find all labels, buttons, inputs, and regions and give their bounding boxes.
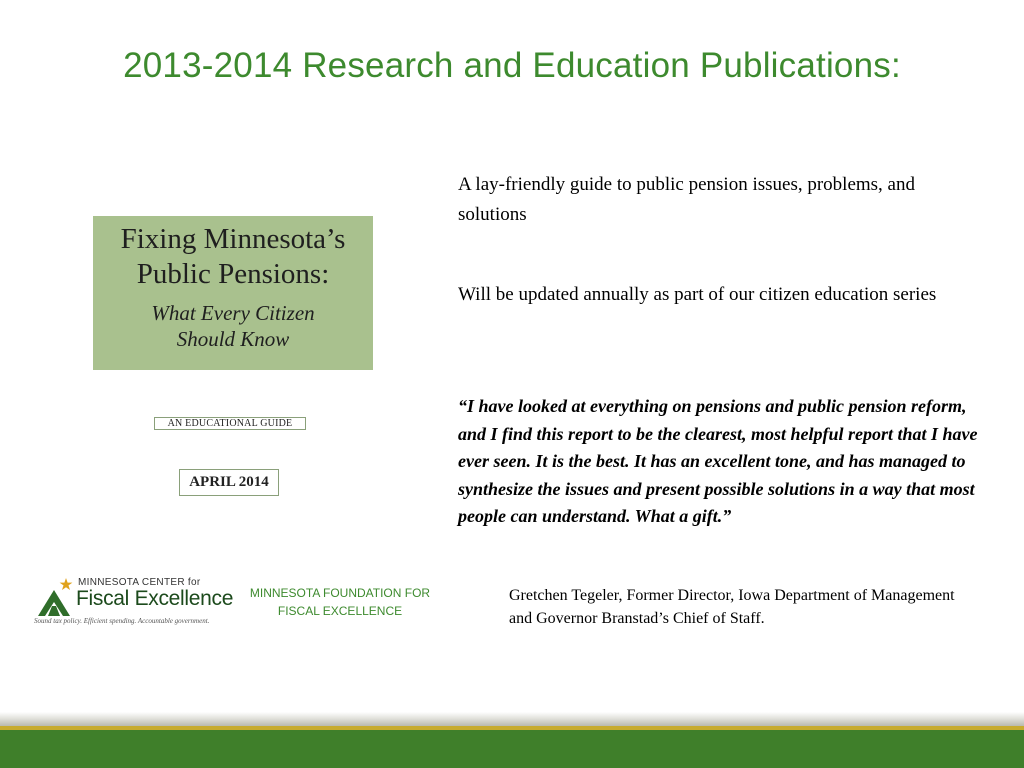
description-guide: A lay-friendly guide to public pension issues, problems, and solutions	[458, 174, 915, 225]
foundation-name: MINNESOTA FOUNDATION FOR FISCAL EXCELLENCE	[249, 586, 431, 618]
logo-top-line: MINNESOTA CENTER for	[78, 577, 201, 588]
testimonial-quote: “I have looked at everything on pensions and public pension reform, and I find this report to be the clearest, most helpful report that I have ever seen. It is the best. It has an excellent tone, and has managed to synthesize the issues and present possible solutions in a way that most people can understand. What a gift.”	[458, 396, 978, 526]
fiscal-excellence-logo	[34, 576, 234, 630]
slide-title: 2013-2014 Research and Education Publications:	[123, 46, 901, 85]
description-update: Will be updated annually as part of our citizen education series	[458, 284, 937, 305]
footer-green-band	[0, 730, 1024, 768]
footer-shadow	[0, 712, 1024, 726]
house-star-icon	[34, 576, 78, 618]
logo-name: Fiscal Excellence	[76, 587, 234, 610]
cover-subtitle: What Every Citizen Should Know	[151, 301, 315, 351]
publication-cover	[93, 216, 373, 370]
logo-tagline: Sound tax policy. Efficient spending. Accountable government.	[34, 617, 210, 625]
educational-guide-tag: AN EDUCATIONAL GUIDE	[154, 417, 306, 430]
publication-date-tag: APRIL 2014	[179, 469, 279, 496]
quote-attribution: Gretchen Tegeler, Former Director, Iowa Department of Management and Governor Branstad’s Chief of Staff.	[509, 587, 955, 627]
cover-title: Fixing Minnesota’s Public Pensions:	[120, 223, 346, 290]
